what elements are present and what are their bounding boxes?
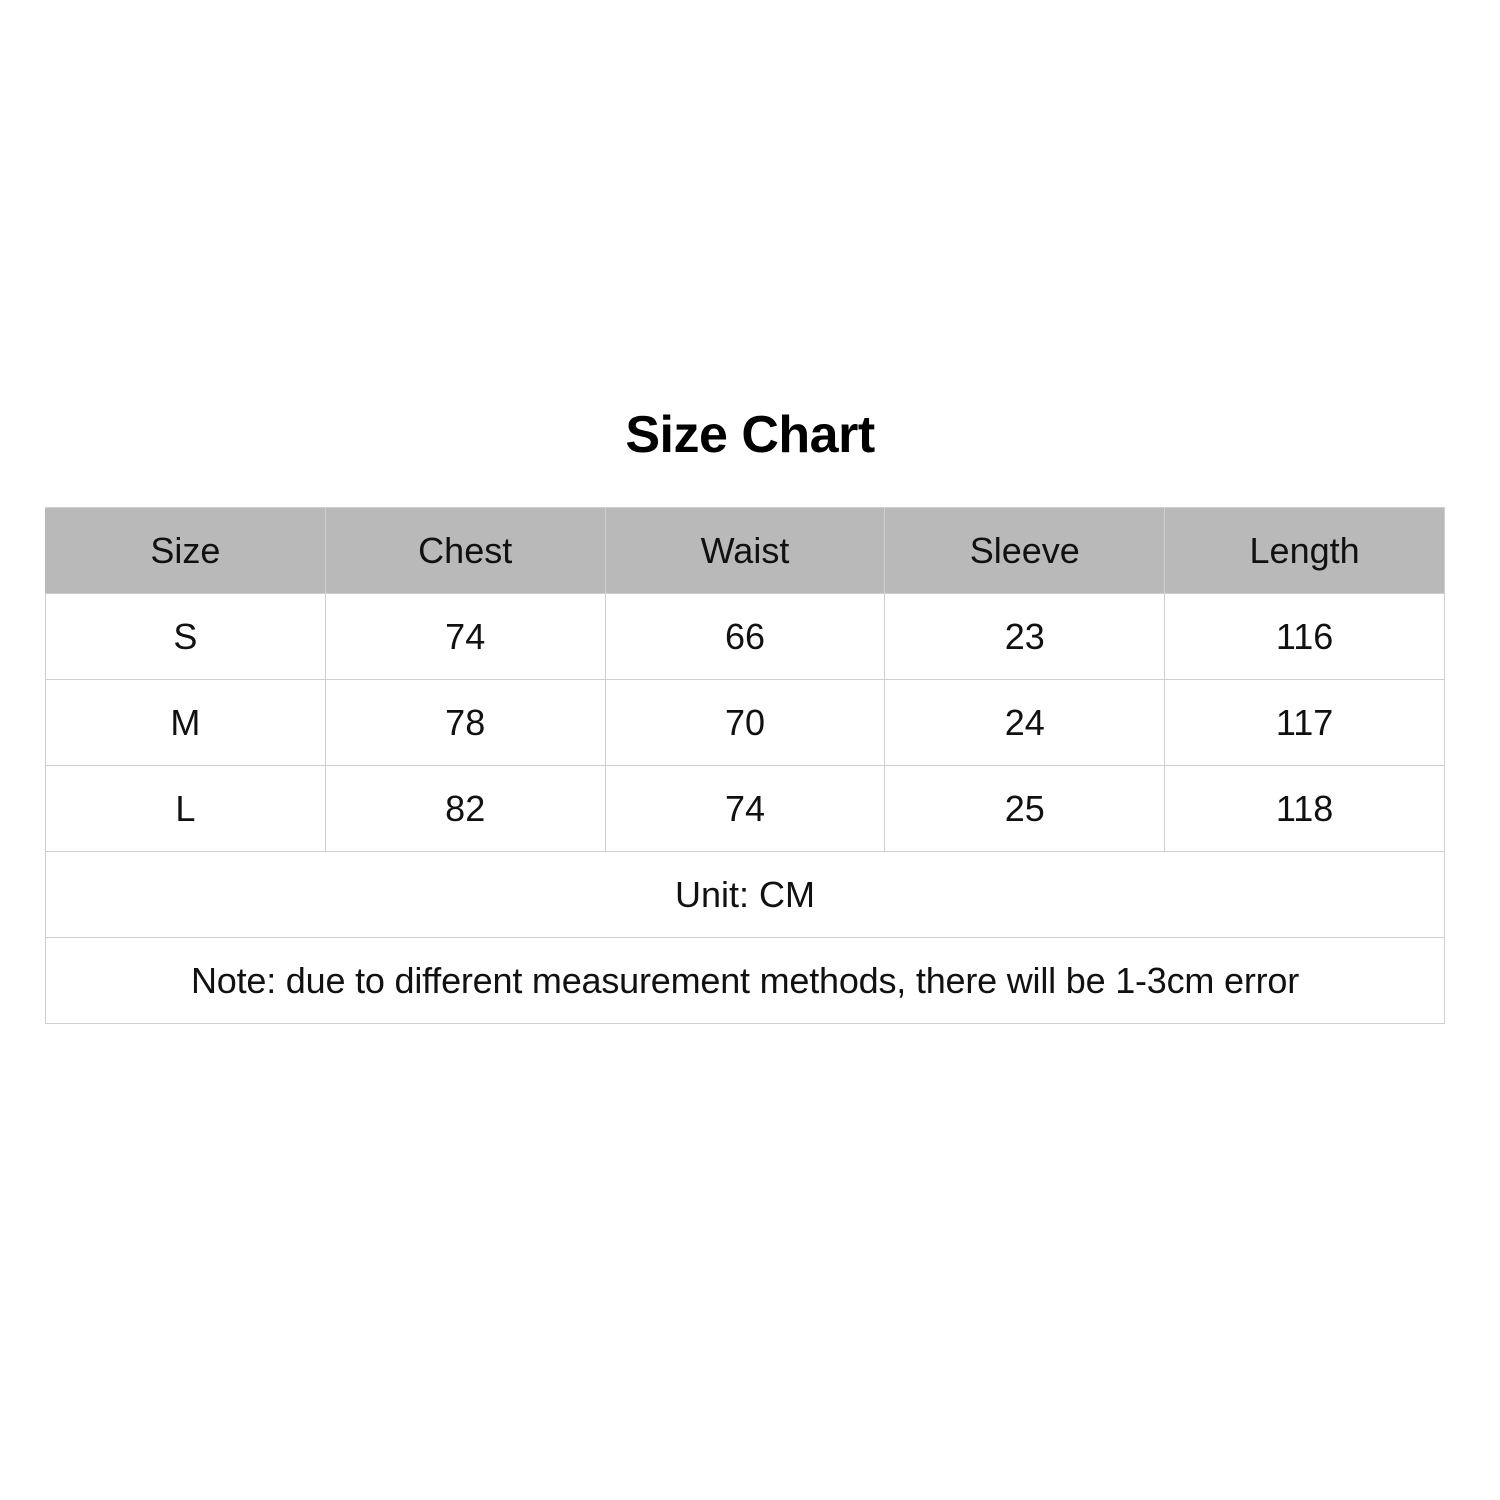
size-chart-container bbox=[45, 405, 1455, 1024]
note-label: Note: due to different measurement methods, there will be 1-3cm error bbox=[46, 938, 1445, 1024]
cell-waist: 70 bbox=[605, 680, 885, 766]
cell-sleeve: 25 bbox=[885, 766, 1165, 852]
cell-length: 118 bbox=[1165, 766, 1445, 852]
cell-size: S bbox=[46, 594, 326, 680]
cell-waist: 66 bbox=[605, 594, 885, 680]
table-header bbox=[46, 508, 1445, 594]
unit-label: Unit: CM bbox=[46, 852, 1445, 938]
page-title: Size Chart bbox=[625, 406, 875, 464]
table-body bbox=[46, 594, 1445, 1024]
cell-waist: 74 bbox=[605, 766, 885, 852]
cell-length: 117 bbox=[1165, 680, 1445, 766]
cell-chest: 74 bbox=[325, 594, 605, 680]
cell-sleeve: 24 bbox=[885, 680, 1165, 766]
size-chart-table bbox=[45, 507, 1445, 1024]
column-header-chest: Chest bbox=[325, 508, 605, 594]
cell-length: 116 bbox=[1165, 594, 1445, 680]
table-row bbox=[46, 680, 1445, 766]
cell-sleeve: 23 bbox=[885, 594, 1165, 680]
table-header-row bbox=[46, 508, 1445, 594]
column-header-size: Size bbox=[46, 508, 326, 594]
cell-size: L bbox=[46, 766, 326, 852]
cell-chest: 82 bbox=[325, 766, 605, 852]
cell-size: M bbox=[46, 680, 326, 766]
table-row bbox=[46, 766, 1445, 852]
column-header-sleeve: Sleeve bbox=[885, 508, 1165, 594]
table-row bbox=[46, 594, 1445, 680]
note-row bbox=[46, 938, 1445, 1024]
cell-chest: 78 bbox=[325, 680, 605, 766]
unit-row bbox=[46, 852, 1445, 938]
column-header-waist: Waist bbox=[605, 508, 885, 594]
column-header-length: Length bbox=[1165, 508, 1445, 594]
